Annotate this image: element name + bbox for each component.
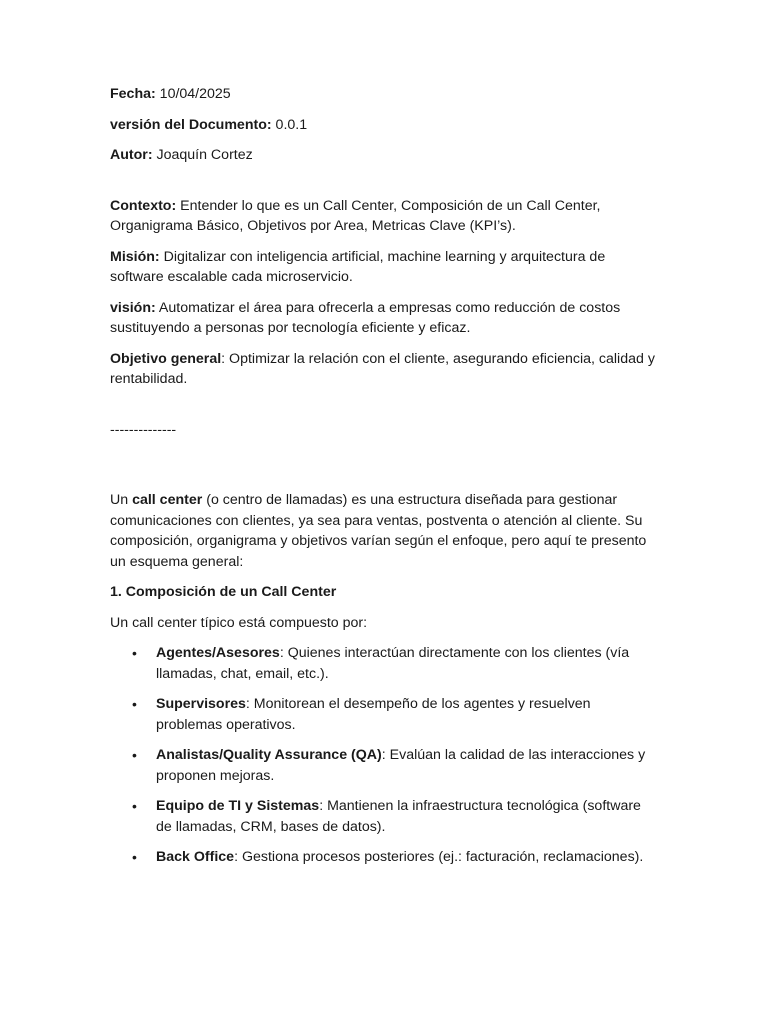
list-item-text: : Quienes interactúan directamente con los clientes (vía llamadas, chat, email, etc.). xyxy=(156,645,630,682)
list-item-label: Equipo de TI y Sistemas xyxy=(156,798,320,814)
section-separator: -------------- xyxy=(110,421,177,438)
list-item-label: Back Office xyxy=(156,849,235,865)
list-item xyxy=(110,694,660,735)
section-heading xyxy=(110,582,660,603)
list-item xyxy=(110,847,660,868)
bullet-icon: • xyxy=(132,798,137,814)
version-value: 0.0.1 xyxy=(271,116,308,133)
bullet-icon: • xyxy=(132,747,137,763)
intro-paragraph xyxy=(110,490,660,572)
autor-line xyxy=(110,145,660,166)
mision-text: Digitalizar con inteligencia artificial, machine learning y arquitectura de software escalable cada microservicio. xyxy=(110,248,606,285)
list-item-label: Supervisores xyxy=(156,696,246,712)
section-title: 1. Composición de un Call Center xyxy=(110,584,337,600)
fecha-line xyxy=(110,84,660,105)
objetivo-label: Objetivo general xyxy=(110,350,222,367)
composition-list xyxy=(110,643,660,868)
contexto-label: Contexto: xyxy=(110,197,177,214)
mision-paragraph xyxy=(110,247,660,288)
intro-pre: Un xyxy=(110,492,133,508)
section-intro: Un call center típico está compuesto por: xyxy=(110,614,368,631)
version-line xyxy=(110,115,660,136)
list-item-text: : Evalúan la calidad de las interacciones y proponen mejoras. xyxy=(156,747,646,784)
list-item-text: : Gestiona procesos posteriores (ej.: facturación, reclamaciones). xyxy=(234,849,644,865)
list-item-label: Agentes/Asesores xyxy=(156,645,280,661)
fecha-label: Fecha: xyxy=(110,86,156,102)
autor-label: Autor: xyxy=(110,147,153,163)
intro-post: (o centro de llamadas) es una estructura diseñada para gestionar comunicaciones con clientes, ya sea para ventas, postventa o atención al cliente. Su composición, organigrama y objetivos varían según el enfoque, pero aquí te presento un esquema general: xyxy=(110,492,647,570)
list-item-text: : Monitorean el desempeño de los agentes y resuelven problemas operativos. xyxy=(156,696,591,733)
bullet-icon: • xyxy=(132,849,137,865)
document-metadata xyxy=(110,84,660,166)
objetivo-text: : Optimizar la relación con el cliente, asegurando eficiencia, calidad y rentabilidad. xyxy=(110,350,655,387)
objetivo-paragraph xyxy=(110,349,660,390)
contexto-paragraph xyxy=(110,196,660,237)
list-item-label: Analistas/Quality Assurance (QA) xyxy=(156,747,382,763)
vision-paragraph xyxy=(110,298,660,339)
fecha-value: 10/04/2025 xyxy=(155,86,231,102)
version-label: versión del Documento: xyxy=(110,116,272,133)
intro-bold-term: call center xyxy=(132,492,203,508)
autor-value: Joaquín Cortez xyxy=(152,147,253,163)
bullet-icon: • xyxy=(132,696,137,712)
vision-label: visión: xyxy=(110,299,156,316)
list-item-text: : Mantienen la infraestructura tecnológica (software de llamadas, CRM, bases de datos). xyxy=(156,798,641,835)
document-page xyxy=(110,84,660,878)
vision-text: Automatizar el área para ofrecerla a empresas como reducción de costos sustituyendo a personas por tecnología eficiente y eficaz. xyxy=(110,299,621,336)
list-item xyxy=(110,745,660,786)
contexto-text: Entender lo que es un Call Center, Composición de un Call Center, Organigrama Básico, Objetivos por Area, Metricas Clave (KPI’s). xyxy=(110,197,601,234)
list-item xyxy=(110,796,660,837)
bullet-icon: • xyxy=(132,645,137,661)
mision-label: Misión: xyxy=(110,248,160,265)
list-item xyxy=(110,643,660,684)
